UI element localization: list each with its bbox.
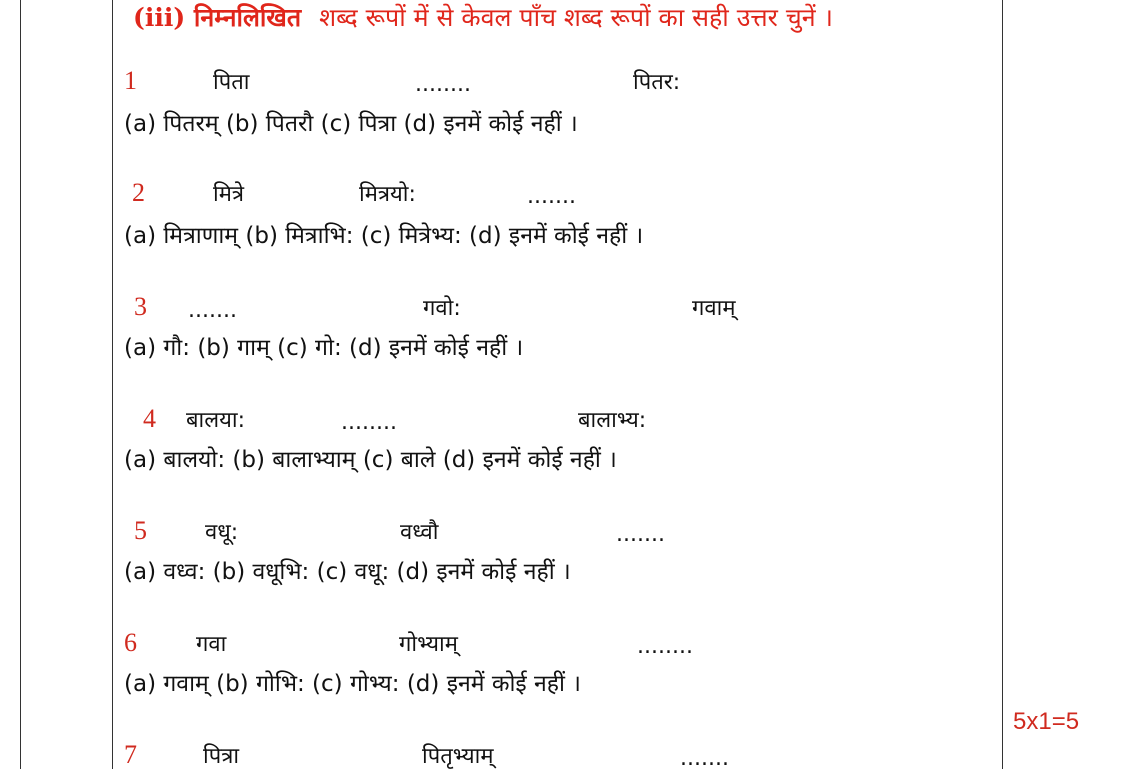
options-line: (a) वध्व: (b) वधूभि: (c) वधू: (d) इनमें कोई नहीं ।	[124, 559, 571, 585]
left-margin-line	[20, 0, 21, 769]
inner-left-line	[112, 0, 113, 769]
word-3: पितर:	[633, 70, 681, 95]
word-3: गवाम्	[692, 296, 736, 321]
question-number: 4	[143, 404, 156, 433]
word-3: बालाभ्य:	[578, 408, 647, 433]
question-number: 7	[124, 740, 137, 769]
options-line: (a) बालयो: (b) बालाभ्याम् (c) बाले (d) इनमें कोई नहीं ।	[124, 447, 617, 473]
heading-lead: (iii) निम्नलिखित	[133, 3, 302, 32]
word-1: बालया:	[186, 408, 246, 433]
question-number: 1	[124, 66, 137, 95]
word-2: गोभ्याम्	[399, 632, 458, 657]
question-number: 3	[134, 292, 147, 321]
word-1: गवा	[196, 632, 227, 657]
marks-allocation: 5x1=5	[1013, 708, 1080, 735]
word-1: पित्रा	[203, 744, 240, 769]
heading-rest: शब्द रूपों में से केवल पाँच शब्द रूपों का सही उत्तर चुनें ।	[319, 3, 834, 32]
question-number: 2	[132, 178, 145, 207]
word-2: वध्वौ	[400, 520, 439, 545]
word-2: ........	[341, 410, 397, 435]
section-heading	[133, 0, 833, 34]
word-2: गवो:	[423, 296, 461, 321]
word-2: पितृभ्याम्	[422, 744, 494, 769]
word-3: .......	[527, 184, 576, 209]
word-1: मित्रे	[213, 182, 244, 207]
question-number: 5	[134, 516, 147, 545]
options-line: (a) गवाम् (b) गोभि: (c) गोभ्य: (d) इनमें कोई नहीं ।	[124, 671, 582, 697]
word-3: ........	[637, 634, 693, 659]
options-line: (a) पितरम् (b) पितरौ (c) पित्रा (d) इनमें कोई नहीं ।	[124, 111, 578, 137]
word-1: पिता	[213, 70, 250, 95]
options-line: (a) गौ: (b) गाम् (c) गो: (d) इनमें कोई नहीं ।	[124, 335, 524, 361]
word-1: .......	[188, 298, 237, 323]
word-3: .......	[616, 522, 665, 547]
word-2: ........	[415, 72, 471, 97]
marks-column-line	[1002, 0, 1003, 769]
word-2: मित्रयो:	[359, 182, 416, 207]
word-3: .......	[680, 746, 729, 771]
options-line: (a) मित्राणाम् (b) मित्राभि: (c) मित्रेभ्य: (d) इनमें कोई नहीं ।	[124, 223, 644, 249]
word-1: वधू:	[205, 520, 239, 545]
question-number: 6	[124, 628, 137, 657]
